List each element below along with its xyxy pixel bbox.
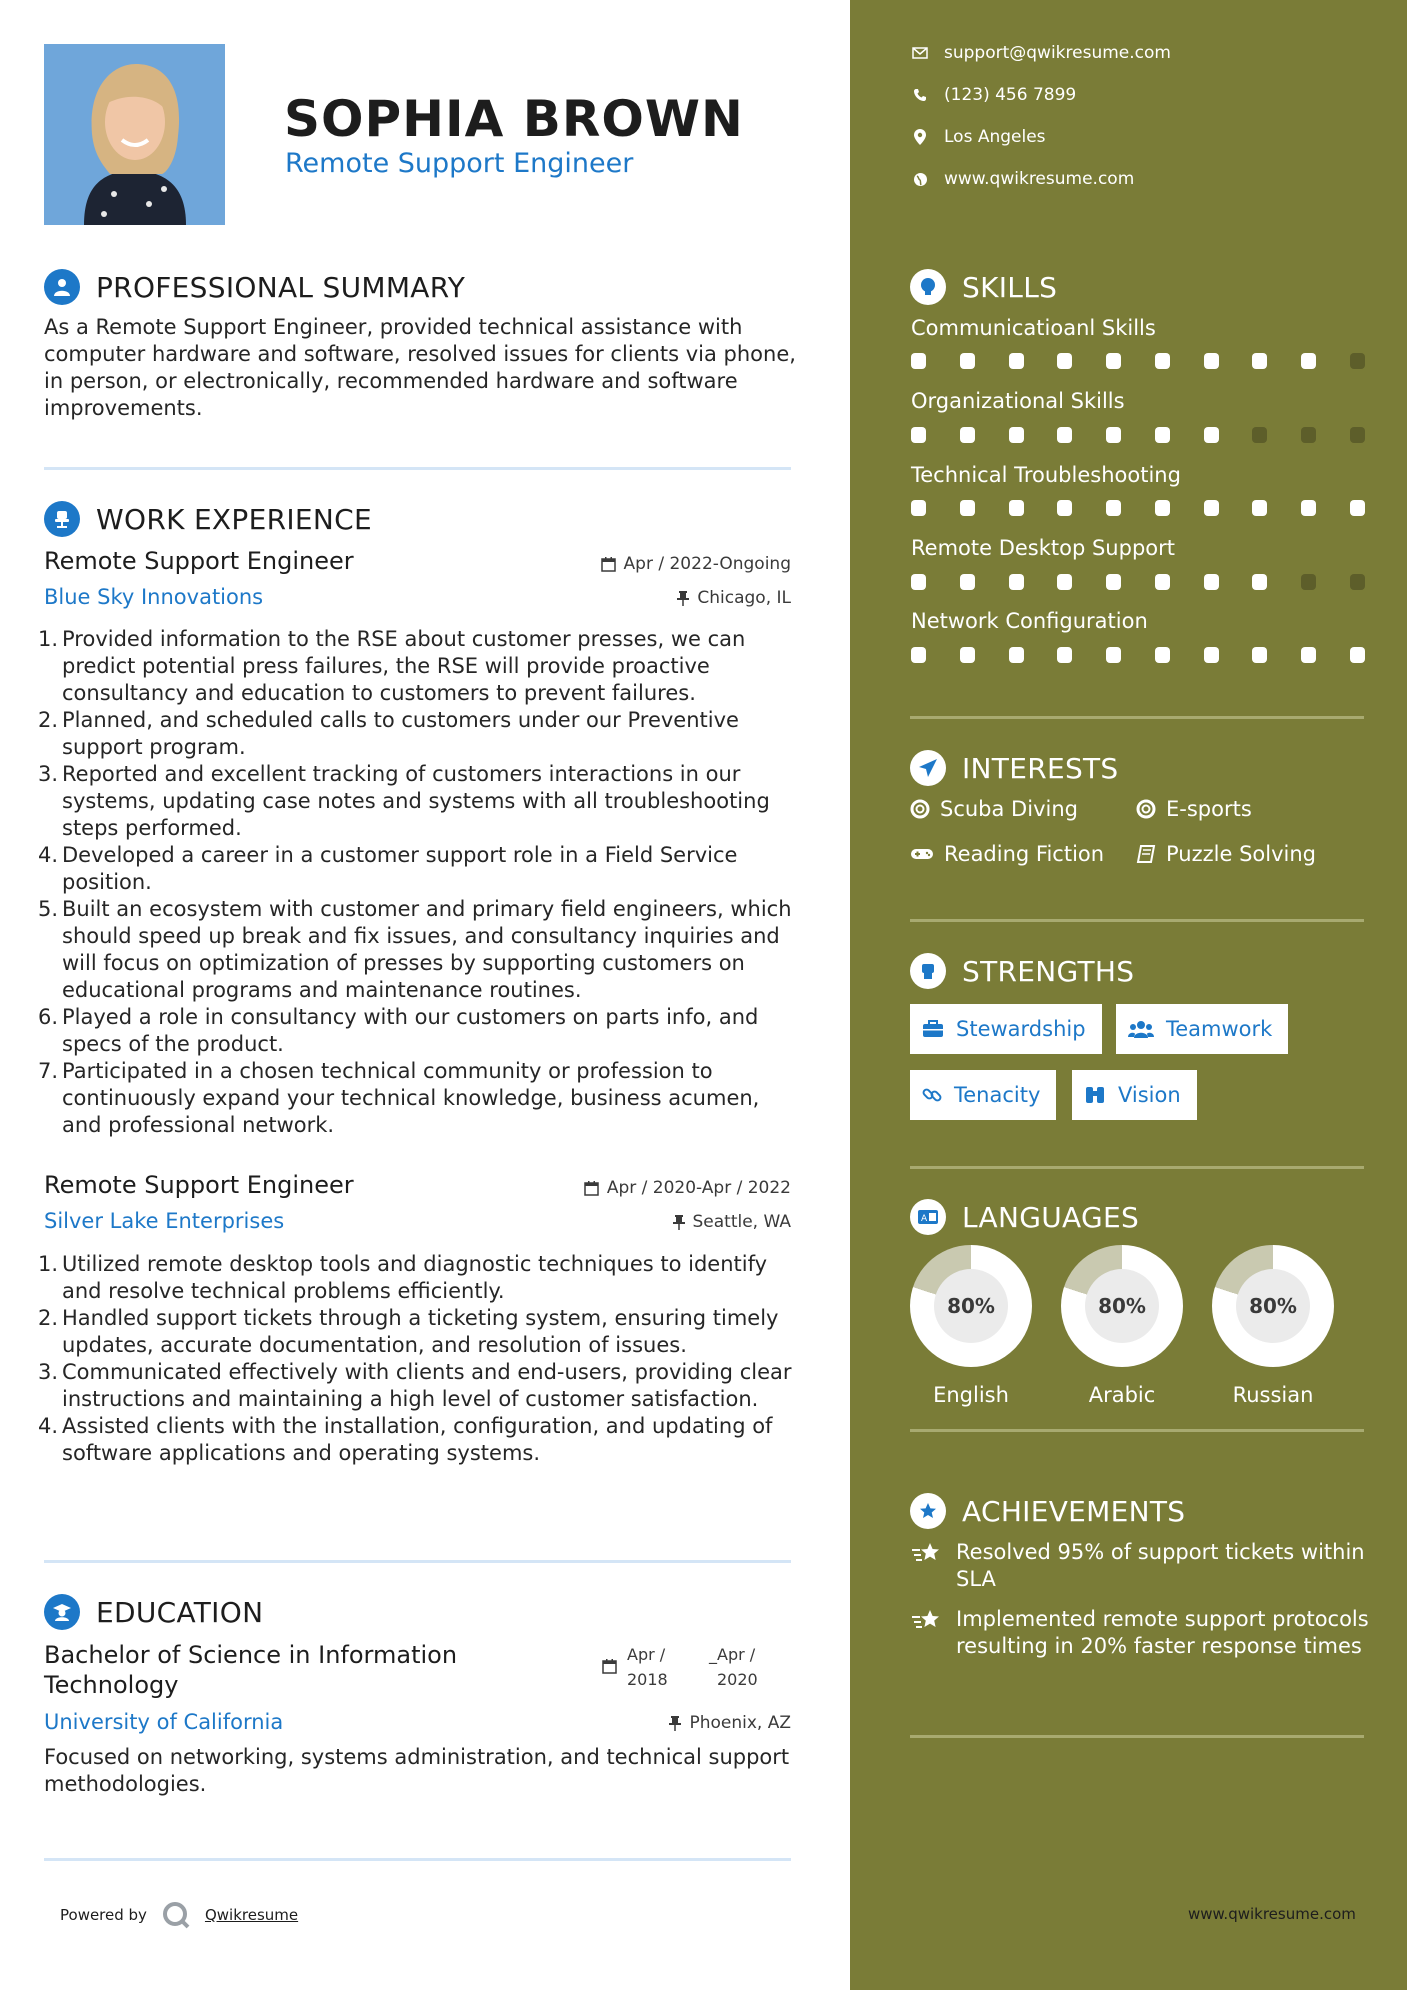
skill-dot-empty bbox=[1350, 427, 1365, 443]
list-item: 5. Built an ecosystem with customer and primary field engineers, which should speed up break and fix issues, and consultancy inquiries and will focus on optimization of presses by supporting customers on educational programs and maintenance routines. bbox=[38, 897, 792, 1002]
candidate-title: Remote Support Engineer bbox=[285, 148, 634, 179]
skill-dot-filled bbox=[1009, 647, 1024, 663]
job-1-location bbox=[677, 588, 791, 608]
interest-item: Reading Fiction bbox=[910, 842, 1104, 866]
language-item bbox=[1212, 1245, 1334, 1407]
strengths-heading: STRENGTHS bbox=[910, 951, 1134, 991]
strength-chip: Teamwork bbox=[1116, 1004, 1288, 1054]
skill-dot-filled bbox=[1204, 500, 1219, 516]
job-2-date-text: Apr / 2020-Apr / 2022 bbox=[606, 1178, 791, 1198]
language-percent: 80% bbox=[1085, 1269, 1159, 1343]
skill-dot-filled bbox=[911, 500, 926, 516]
education-degree: Bachelor of Science in Information Technology bbox=[44, 1641, 458, 1699]
powered-by bbox=[60, 1900, 298, 1930]
star-badge-icon bbox=[910, 1493, 946, 1529]
skill-dot-filled bbox=[1301, 353, 1316, 369]
achievements-heading: ACHIEVEMENTS bbox=[910, 1491, 1185, 1531]
skill-dot-filled bbox=[1155, 647, 1170, 663]
skill-name: Communicatioanl Skills bbox=[911, 316, 1156, 340]
list-item: 4. Developed a career in a customer support role in a Field Service position. bbox=[38, 843, 738, 894]
list-item: 2. Planned, and scheduled calls to customers under our Preventive support program. bbox=[38, 708, 739, 759]
skill-dot-filled bbox=[1204, 647, 1219, 663]
pin-icon bbox=[669, 1716, 681, 1731]
job-2-title: Remote Support Engineer bbox=[44, 1171, 354, 1199]
job-1-location-text: Chicago, IL bbox=[697, 588, 791, 608]
skill-rating bbox=[911, 500, 1365, 516]
strength-chip: Vision bbox=[1072, 1070, 1197, 1120]
skill-dot-empty bbox=[1301, 427, 1316, 443]
skills-heading: SKILLS bbox=[910, 267, 1057, 307]
skill-dot-empty bbox=[1350, 574, 1365, 590]
skill-dot-filled bbox=[1252, 574, 1267, 590]
language-progress-ring bbox=[1061, 1245, 1183, 1367]
skill-dot-filled bbox=[1106, 427, 1121, 443]
interests-heading: INTERESTS bbox=[910, 748, 1119, 788]
svg-text:A: A bbox=[921, 1214, 928, 1224]
skill-rating bbox=[911, 574, 1365, 590]
skill-dot-filled bbox=[1252, 647, 1267, 663]
summary-heading-text: PROFESSIONAL SUMMARY bbox=[96, 270, 466, 304]
gamepad-icon bbox=[910, 846, 934, 862]
contact-location: Los Angeles bbox=[910, 127, 1046, 147]
strength-chip: Stewardship bbox=[910, 1004, 1102, 1054]
education-dates bbox=[602, 1642, 791, 1692]
skill-dot-filled bbox=[1057, 500, 1072, 516]
list-item: 4. Assisted clients with the installation, configuration, and updating of software applications and operating systems. bbox=[38, 1414, 773, 1465]
skill-dot-filled bbox=[1301, 647, 1316, 663]
divider bbox=[910, 1166, 1364, 1169]
interest-item: Scuba Diving bbox=[910, 797, 1078, 821]
summary-text: As a Remote Support Engineer, provided technical assistance with computer hardware and software, resolved issues for clients via phone, in person, or electronically, recommended hardware and software improvements. bbox=[44, 315, 796, 420]
interest-item: E-sports bbox=[1136, 797, 1252, 821]
qwikresume-logo-icon bbox=[161, 1900, 191, 1930]
phone-icon bbox=[910, 88, 930, 102]
skill-dot-filled bbox=[1057, 427, 1072, 443]
strength-chip: Tenacity bbox=[910, 1070, 1056, 1120]
skill-dot-filled bbox=[911, 574, 926, 590]
map-pin-icon bbox=[910, 129, 930, 145]
user-icon bbox=[44, 269, 80, 305]
skill-dot-filled bbox=[960, 647, 975, 663]
briefcase-icon bbox=[922, 1020, 944, 1038]
divider bbox=[44, 1560, 791, 1563]
education-heading bbox=[44, 1592, 263, 1632]
footer-website[interactable]: www.qwikresume.com bbox=[1188, 1905, 1356, 1923]
job-2-bullets bbox=[38, 1251, 798, 1467]
language-percent: 80% bbox=[934, 1269, 1008, 1343]
candidate-name: SOPHIA BROWN bbox=[284, 90, 744, 148]
skill-dot-filled bbox=[1155, 353, 1170, 369]
skill-name: Network Configuration bbox=[911, 609, 1148, 633]
skill-dot-empty bbox=[1252, 427, 1267, 443]
skill-dot-empty bbox=[1350, 353, 1365, 369]
users-icon bbox=[1128, 1020, 1154, 1038]
skill-rating bbox=[911, 647, 1365, 663]
skill-dot-filled bbox=[1155, 500, 1170, 516]
skill-dot-filled bbox=[1204, 427, 1219, 443]
pin-icon bbox=[677, 591, 689, 606]
binoculars-icon bbox=[1084, 1085, 1106, 1105]
list-item: 7. Participated in a chosen technical community or profession to continuously expand your technical knowledge, business acumen, and professional network. bbox=[38, 1059, 760, 1137]
list-item: 1. Utilized remote desktop tools and diagnostic techniques to identify and resolve technical problems efficiently. bbox=[38, 1252, 768, 1303]
skill-dot-filled bbox=[1106, 647, 1121, 663]
skill-dot-filled bbox=[1009, 500, 1024, 516]
work-heading-text: WORK EXPERIENCE bbox=[96, 502, 372, 536]
list-item: 1. Provided information to the RSE about customer presses, we can predict potential press failures, the RSE will provide proactive consultancy and education to customers to prevent failures. bbox=[38, 627, 746, 705]
job-2-date bbox=[584, 1178, 791, 1198]
skill-dot-filled bbox=[1106, 574, 1121, 590]
skill-dot-filled bbox=[911, 353, 926, 369]
skill-rating bbox=[911, 427, 1365, 443]
skill-dot-filled bbox=[960, 500, 975, 516]
profile-photo bbox=[44, 44, 225, 225]
skill-dot-filled bbox=[911, 647, 926, 663]
calendar-icon bbox=[584, 1181, 599, 1196]
calendar-icon bbox=[601, 557, 616, 572]
skill-dot-filled bbox=[1106, 353, 1121, 369]
divider bbox=[910, 919, 1364, 922]
job-2-location bbox=[673, 1212, 792, 1232]
skill-dot-filled bbox=[911, 427, 926, 443]
education-location bbox=[669, 1713, 791, 1733]
skill-dot-filled bbox=[1106, 500, 1121, 516]
education-end-date: _Apr / 2020 bbox=[709, 1645, 758, 1689]
skill-rating bbox=[911, 353, 1365, 369]
job-1-date-text: Apr / 2022-Ongoing bbox=[623, 554, 791, 574]
education-heading-text: EDUCATION bbox=[96, 1595, 264, 1629]
skill-dot-filled bbox=[1057, 647, 1072, 663]
star-icon bbox=[910, 1541, 942, 1593]
divider bbox=[910, 1429, 1364, 1432]
divider bbox=[44, 467, 791, 470]
job-1-company: Blue Sky Innovations bbox=[44, 585, 264, 609]
education-start-date: Apr / 2018 bbox=[627, 1645, 668, 1689]
achievement-item: Implemented remote support protocols resulting in 20% faster response times bbox=[910, 1606, 1370, 1660]
calendar-icon bbox=[602, 1656, 617, 1692]
skill-dot-empty bbox=[1301, 574, 1316, 590]
language-percent: 80% bbox=[1236, 1269, 1310, 1343]
powered-by-label: Powered by bbox=[60, 1906, 147, 1924]
lightbulb-icon bbox=[910, 269, 946, 305]
divider bbox=[910, 716, 1364, 719]
list-item: 2. Handled support tickets through a ticketing system, ensuring timely updates, accurate documentation, and resolution of issues. bbox=[38, 1306, 779, 1357]
skill-dot-filled bbox=[1009, 427, 1024, 443]
language-progress-ring bbox=[910, 1245, 1032, 1367]
job-2-location-text: Seattle, WA bbox=[692, 1212, 791, 1232]
skill-dot-filled bbox=[1252, 500, 1267, 516]
skill-dot-filled bbox=[1057, 353, 1072, 369]
job-1-bullets bbox=[38, 626, 798, 1139]
work-heading bbox=[44, 499, 372, 539]
list-item: 3. Communicated effectively with clients and end-users, providing clear instructions and maintaining a high level of customer satisfaction. bbox=[38, 1360, 792, 1411]
summary-heading bbox=[44, 267, 465, 307]
skill-dot-filled bbox=[1057, 574, 1072, 590]
skill-dot-filled bbox=[960, 427, 975, 443]
language-name: English bbox=[933, 1383, 1009, 1407]
skill-dot-filled bbox=[1204, 353, 1219, 369]
contact-email[interactable]: support@qwikresume.com bbox=[910, 43, 1171, 63]
contact-phone[interactable]: (123) 456 7899 bbox=[910, 85, 1076, 105]
globe-icon bbox=[910, 172, 930, 187]
language-name: Russian bbox=[1232, 1383, 1314, 1407]
education-location-text: Phoenix, AZ bbox=[689, 1713, 791, 1733]
language-progress-ring bbox=[1212, 1245, 1334, 1367]
lifebuoy-icon bbox=[910, 799, 930, 819]
book-icon bbox=[1136, 844, 1156, 864]
office-chair-icon bbox=[44, 501, 80, 537]
skill-name: Technical Troubleshooting bbox=[911, 463, 1181, 487]
skill-dot-filled bbox=[1009, 574, 1024, 590]
education-school: University of California bbox=[44, 1710, 284, 1734]
language-item bbox=[1061, 1245, 1183, 1407]
language-name: Arabic bbox=[1088, 1383, 1156, 1407]
list-item: 3. Reported and excellent tracking of customers interactions in our systems, updating case notes and systems with all troubleshooting steps performed. bbox=[38, 762, 770, 840]
pin-icon bbox=[673, 1215, 685, 1230]
envelope-icon bbox=[910, 47, 930, 59]
fist-icon bbox=[910, 953, 946, 989]
skill-dot-filled bbox=[1155, 427, 1170, 443]
graduate-icon bbox=[44, 1594, 80, 1630]
list-item: 6. Played a role in consultancy with our customers on parts info, and specs of the product. bbox=[38, 1005, 759, 1056]
qwikresume-link[interactable]: Qwikresume bbox=[204, 1906, 299, 1924]
paper-plane-icon bbox=[910, 750, 946, 786]
divider bbox=[910, 1735, 1364, 1738]
interest-item: Puzzle Solving bbox=[1136, 842, 1316, 866]
link-icon bbox=[922, 1085, 942, 1105]
skill-dot-filled bbox=[1252, 353, 1267, 369]
sidebar bbox=[850, 0, 1407, 1990]
achievement-item: Resolved 95% of support tickets within SLA bbox=[910, 1539, 1370, 1593]
translate-icon bbox=[910, 1199, 946, 1235]
skill-dot-filled bbox=[1350, 647, 1365, 663]
job-1-title: Remote Support Engineer bbox=[44, 547, 354, 575]
skill-dot-filled bbox=[960, 353, 975, 369]
job-1-date bbox=[601, 554, 791, 574]
skill-dot-filled bbox=[1301, 500, 1316, 516]
job-2-company: Silver Lake Enterprises bbox=[44, 1209, 285, 1233]
education-description: Focused on networking, systems administration, and technical support methodologies. bbox=[44, 1745, 790, 1796]
skill-dot-filled bbox=[1204, 574, 1219, 590]
star-icon bbox=[910, 1608, 942, 1660]
skill-dot-filled bbox=[1155, 574, 1170, 590]
skill-dot-filled bbox=[1350, 500, 1365, 516]
skill-dot-filled bbox=[960, 574, 975, 590]
languages-heading: A LANGUAGES bbox=[910, 1197, 1139, 1237]
divider bbox=[44, 1858, 791, 1861]
skill-name: Organizational Skills bbox=[911, 389, 1125, 413]
skill-dot-filled bbox=[1009, 353, 1024, 369]
skill-name: Remote Desktop Support bbox=[911, 536, 1175, 560]
contact-website[interactable]: www.qwikresume.com bbox=[910, 169, 1134, 189]
lifebuoy-icon bbox=[1136, 799, 1156, 819]
language-item bbox=[910, 1245, 1032, 1407]
